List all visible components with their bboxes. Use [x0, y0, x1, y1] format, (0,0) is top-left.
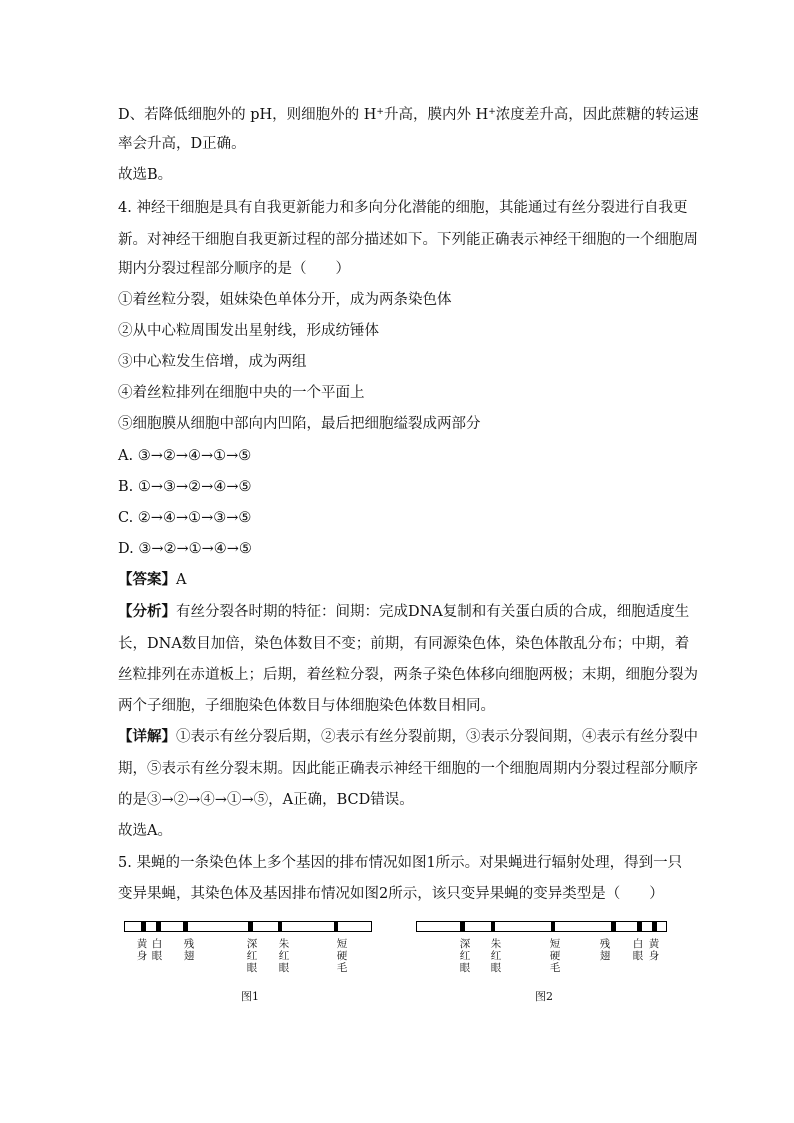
- band: [460, 922, 465, 931]
- analysis-line-4: 两个子细胞，子细胞染色体数目与体细胞染色体数目相同。: [118, 698, 495, 714]
- q4-item-2: ②从中心粒周围发出星射线，形成纺锤体: [118, 323, 379, 339]
- band: [248, 922, 253, 931]
- d-option-part-3: 浓度差升高，因此蔗糖的转运速: [495, 107, 699, 123]
- detail-line-3: 的是③→②→④→①→⑤，A正确，BCD错误。: [118, 792, 414, 808]
- q4-item-5: ⑤细胞膜从细胞中部向内凹陷，最后把细胞缢裂成两部分: [118, 416, 481, 432]
- q4-item-3: ③中心粒发生倍增，成为两组: [118, 354, 307, 370]
- gene-label: 残翅: [183, 938, 195, 962]
- analysis-tag: 【分析】: [118, 603, 176, 620]
- gene-label: 朱红眼: [278, 938, 290, 974]
- gene-label: 深红眼: [459, 938, 471, 974]
- d-option-part-1: D、若降低细胞外的 pH，则细胞外的 H: [118, 107, 377, 123]
- gene-label: 黄身: [136, 938, 148, 962]
- q4-option-d: D. ③→②→①→④→⑤: [118, 541, 252, 557]
- figure-2-caption: 图2: [535, 990, 553, 1003]
- gene-label: 白眼: [632, 938, 644, 962]
- band: [156, 922, 161, 931]
- superscript-plus: +: [488, 107, 496, 117]
- analysis-line-3: 丝粒排列在赤道板上；后期，着丝粒分裂，两条子染色体移向细胞两极；末期，细胞分裂为: [118, 667, 698, 683]
- chromosome-2: [416, 921, 667, 932]
- gene-label: 黄身: [648, 938, 660, 962]
- band: [278, 922, 282, 931]
- superscript-plus: +: [376, 107, 384, 117]
- gene-label: 残翅: [599, 938, 611, 962]
- gene-label: 朱红眼: [490, 938, 502, 974]
- q4-option-a: A. ③→②→④→①→⑤: [118, 448, 252, 464]
- gene-label: 短硬毛: [336, 938, 348, 974]
- band: [652, 922, 657, 931]
- analysis-line-2: 长，DNA数目加倍，染色体数目不变；前期，有同源染色体，染色体散乱分布；中期，着: [118, 636, 690, 652]
- d-option-part-2: 升高，膜内外 H: [383, 107, 489, 123]
- band: [334, 922, 338, 931]
- q4-option-b: B. ①→③→②→④→⑤: [118, 479, 252, 495]
- d-option-line-1: [118, 102, 699, 125]
- answer-line: [118, 570, 186, 590]
- gene-label: 短硬毛: [549, 938, 561, 974]
- detail-line-1: [118, 727, 698, 747]
- band: [637, 922, 642, 931]
- band: [141, 922, 146, 931]
- q5-stem-line-2: 变异果蝇，其染色体及基因排布情况如图2所示，该只变异果蝇的变异类型是（ ）: [118, 886, 664, 902]
- analysis-text-1: 有丝分裂各时期的特征：间期：完成DNA复制和有关蛋白质的合成，细胞适度生: [176, 604, 690, 620]
- band: [183, 922, 188, 931]
- band: [491, 922, 495, 931]
- answer-value: A: [176, 572, 187, 588]
- analysis-line-1: [118, 602, 689, 622]
- d-option-line-2: 率会升高，D正确。: [118, 136, 246, 152]
- gene-label: 白眼: [151, 938, 163, 962]
- q4-stem-line-1: 4. 神经干细胞是具有自我更新能力和多向分化潜能的细胞，其能通过有丝分裂进行自我更: [118, 200, 688, 216]
- chromosome-1: [124, 921, 372, 932]
- band: [551, 922, 555, 931]
- q4-option-c: C. ②→④→①→③→⑤: [118, 510, 252, 526]
- q4-item-1: ①着丝粒分裂，姐妹染色单体分开，成为两条染色体: [118, 292, 452, 308]
- answer-tag: 【答案】: [118, 571, 176, 588]
- q4-stem-line-3: 期内分裂过程部分顺序的是（ ）: [118, 261, 350, 277]
- q5-stem-line-1: 5. 果蝇的一条染色体上多个基因的排布情况如图1所示。对果蝇进行辐射处理，得到一只: [118, 855, 683, 871]
- detail-text-1: ①表示有丝分裂后期，②表示有丝分裂前期，③表示分裂间期，④表示有丝分裂中: [176, 729, 698, 745]
- detail-tag: 【详解】: [118, 728, 176, 745]
- choose-a-line: 故选A。: [118, 823, 172, 839]
- figure-1-caption: 图1: [241, 990, 259, 1003]
- choose-b-line: 故选B。: [118, 167, 173, 183]
- q4-stem-line-2: 新。对神经干细胞自我更新过程的部分描述如下。下列能正确表示神经干细胞的一个细胞周: [118, 232, 698, 248]
- band: [611, 922, 616, 931]
- detail-line-2: 期，⑤表示有丝分裂末期。因此能正确表示神经干细胞的一个细胞周期内分裂过程部分顺序: [118, 761, 698, 777]
- gene-label: 深红眼: [246, 938, 258, 974]
- q4-item-4: ④着丝粒排列在细胞中央的一个平面上: [118, 385, 365, 401]
